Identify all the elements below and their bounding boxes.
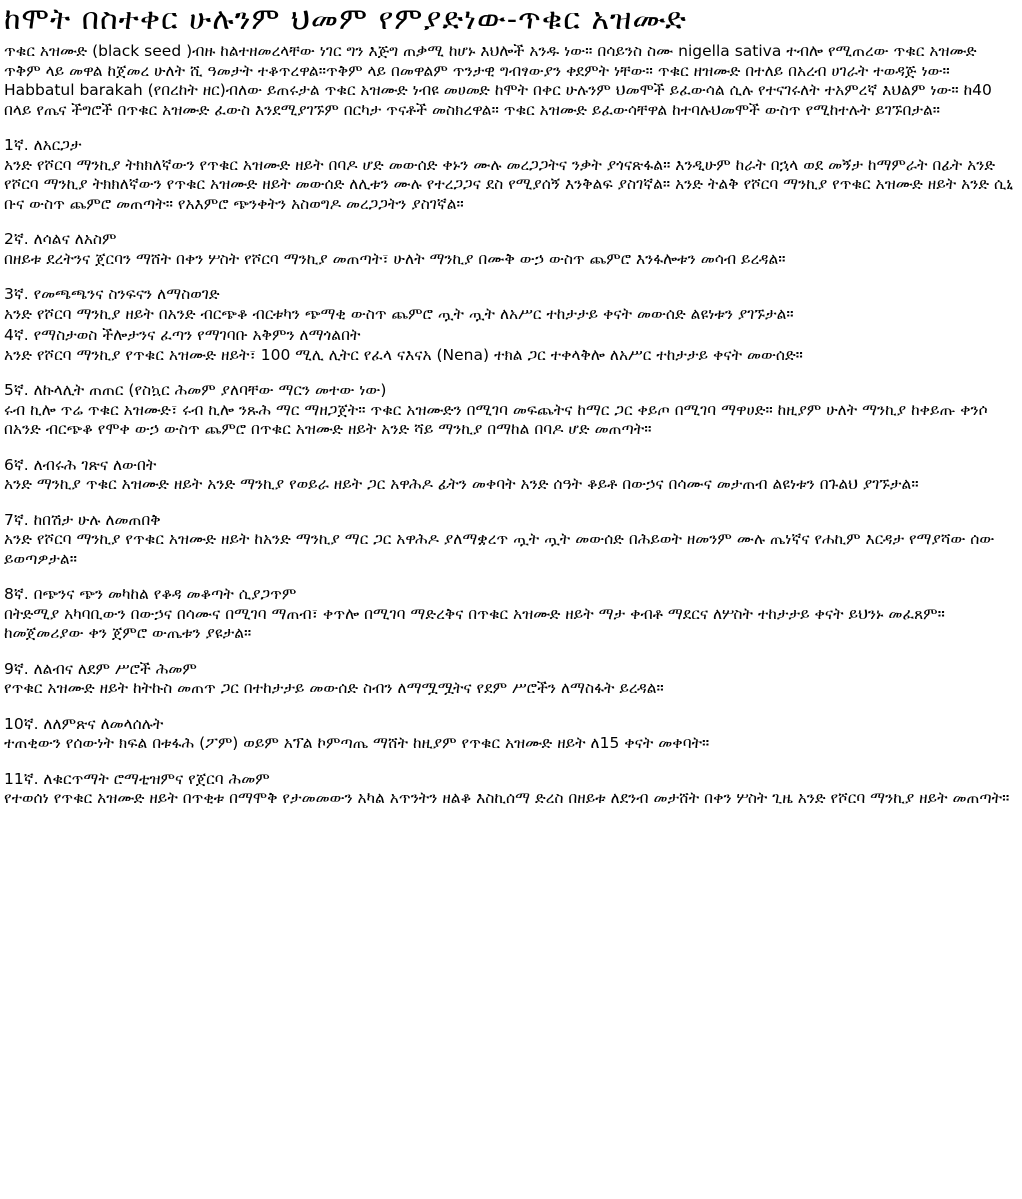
intro-paragraph: ጥቁር አዝሙድ (black seed )ብዙ ከልተዘመረላቸው ነገር ግን እጅግ ጠቃሚ ከሆኑ እህሎች አንዱ ነው። በሳይንስ ስሙ nigella sativa ተብሎ የሚጠረው ጥቁር አዝሙድ ጥቅም ላይ መዋል ከጀመረ ሁለት ሺ ዓመታት ተቆጥረዋል።ጥቅም ላይ በመዋልም ጥንታዊ ግብፃውያን ቀደምት ነቸው። ጥቁር ዘዝሙድ በተለይ በአረብ ሀገራት ተወዳጅ ነው። Habbatul barakah (የበረከት ዘር)ብለው ይጠሩታል ጥቁር አዝሙድ ነብዩ መሀመድ ከሞት በቀር ሁሉንም ህመሞች ይፈውሳል ሲሉ የተናገሩለት ተአምረኛ እህልም ነው። ከ40 በላይ የጤና ችግሮች በጥቁር አዝሙድ ፈውስ እንደሚያገኙም በርካታ ጥናቶች መስክረዋል። ጥቁር አዝሙድ ይፈውሳቸዋል ከተባሉህመሞች ውስጥ የሚከተሉት ይገኙበታል። (4, 42, 992, 119)
section-heading: 9ኛ. ለልብና ለደም ሥሮች ሕመም (4, 659, 197, 678)
section-2 (4, 230, 1014, 269)
section-heading: 5ኛ. ለኩላሊት ጠጠር (የስኳር ሕመም ያለባቸው ማርን መተው ነው) (4, 381, 387, 399)
section-heading: 4ኛ. የማስታወስ ችሎታንና ፈጣን የማገባቡ አቅምን ለማጎልበት (4, 326, 361, 344)
section-body: የተወሰነ የጥቁር አዝሙድ ዘይት በጥቂቱ በማሞቅ የታመመውን አካል አጥንትን ዘልቆ እስኪሰማ ድረስ በዘይቱ ለደንብ መታሸት በቀን ሦስት ጊዜ አንድ የሾርባ ማንኪያ ዘይት መጠጣት። (4, 789, 1010, 807)
section-heading: 11ኛ. ለቁርጥማት ሮማቲዝምና የጀርባ ሕመም (4, 769, 270, 788)
section-body: የጥቁር አዝሙድ ዘይት ከትኩስ መጠጥ ጋር በተከታታይ መውሰድ ስብን ለማሟሟትና የደም ሥሮችን ለማስፋት ይረዳል። (4, 679, 664, 697)
section-9 (4, 660, 1014, 699)
section-body: አንድ የሾርባ ማንኪያ ትክክለኛውን የጥቁር አዝሙድ ዘይት በባዶ ሆድ መውሰድ ቀኑን ሙሉ መረጋጋትና ንቃት ያጎናጽፋል። እንዲሁም ከራት በኋላ ወደ መኝታ ከማምራት በፊት አንድ የሾርባ ማንኪያ ትክክለኛውን የጥቁር አዝሙድ ዘይት መውሰድ ለሊቱን ሙሉ የተረጋጋና ደስ የሚያሰኝ እንቅልፍ ያስገኛል። አንድ ትልቅ የሾርባ ማንኪያ የጥቁር አዝሙድ ዘይት አንድ ሲኒ ቡና ውስጥ ጨምሮ መጠጣት። የአእምሮ ጭንቀትን አስወግዶ መረጋጋትን ያስገኛል። (4, 155, 1014, 213)
section-1 (4, 136, 1014, 214)
section-body: በትድሚያ አካባቢውን በውኃና በሳሙና በሚገባ ማጠብ፣ ቀጥሎ በሚገባ ማድረቅና በጥቁር አዝሙድ ዘይት ማታ ቀብቶ ማደርና ለሦስት ተከታታይ ቀናት ይህንኑ መፈጸም። ከመጀመሪያው ቀን ጀምሮ ውጤቱን ያዩታል። (4, 604, 945, 642)
section-3 (4, 285, 1014, 324)
section-body: አንድ ማንኪያ ጥቁር አዝሙድ ዘይት አንድ ማንኪያ የወይራ ዘይት ጋር አዋሕዶ ፊትን መቀባት አንድ ሰዓት ቆይቶ በውኃና በሳሙና መታጠብ ልዩነቱን በጉልህ ያገኙታል። (4, 475, 919, 493)
section-heading: 3ኛ. የመጫጫንና ስንፍናን ለማስወገድ (4, 285, 220, 303)
section-body: ሩብ ኪሎ ጥሬ ጥቁር አዝሙድ፣ ሩብ ኪሎ ንጹሕ ማር ማዘጋጀት። ጥቁር አዝሙድን በሚገባ መፍጨትና ከማር ጋር ቀይጦ በሚገባ ማዋሀድ። ከዚያም ሁለት ማንኪያ ከቀይጡ ቀንሶ በአንድ ብርጭቆ የሞቀ ውኃ ውስጥ ጨምሮ በጥቁር አዝሙድ ዘይት አንድ ሻይ ማንኪያ በማከል በባዶ ሆድ መጠጣት። (4, 400, 988, 438)
section-6 (4, 456, 1014, 495)
section-heading: 10ኛ. ለለምጽና ለመላሰሉት (4, 714, 164, 733)
section-5 (4, 381, 1014, 440)
section-heading: 2ኛ. ለሳልና ለአስም (4, 230, 117, 248)
section-heading: 7ኛ. ከበሽታ ሁሉ ለመጠበቅ (4, 510, 161, 529)
section-heading: 8ኛ. በጭንና ጭን መካከል የቆዳ መቆጣት ሲያጋጥም (4, 585, 297, 603)
section-8 (4, 585, 1014, 644)
section-body: አንድ የሾርባ ማንኪያ ዘይት በአንድ ብርጭቆ ብርቱካን ጭማቂ ውስጥ ጨምሮ ጧት ጧት ለአሥር ተከታታይ ቀናት መውሰድ ልዩነቱን ያገኙታል። (4, 304, 794, 323)
section-body: አንድ የሾርባ ማንኪያ የጥቁር አዝሙድ ዘይት ከአንድ ማንኪያ ማር ጋር አዋሕዶ ያለማቋረጥ ጧት ጧት መውሰድ በሕይወት ዘመንም ሙሉ ጤነኛና የሐኪም እርዳታ የማያሻው ሰው ይወጣዎታል። (4, 530, 995, 568)
section-4 (4, 326, 1014, 365)
article-title: ከሞት በስተቀር ሁሉንም ህመም የምያድነው-ጥቁር አዝሙድ (4, 2, 687, 37)
section-body: ተጠቂውን የሰውነት ክፍል በቱፋሕ (ፖም) ወይም አፕል ኮምጣጤ ማሸት ከዚያም የጥቁር አዝሙድ ዘይት ለ15 ቀናት መቀባት። (4, 734, 710, 752)
section-body: በዘይቱ ደረትንና ጀርባን ማሸት በቀን ሦስት የሾርባ ማንኪያ መጠጣት፣ ሁለት ማንኪያ በሙቅ ውኃ ውስጥ ጨምሮ እንፋሎቱን መሳብ ይረዳል። (4, 249, 786, 268)
section-11 (4, 770, 1014, 809)
section-heading: 1ኛ. ለአርጋታ (4, 136, 82, 154)
section-7 (4, 511, 1014, 570)
section-10 (4, 715, 1014, 754)
article (0, 2, 1022, 809)
section-body: አንድ የሾርባ ማንኪያ የጥቁር አዝሙድ ዘይት፣ 100 ሚሊ ሊትር የፈላ ናእናአ (Nena) ተክል ጋር ተቀላቅሎ ለአሥር ተከታታይ ቀናት መውሰድ። (4, 345, 803, 364)
section-heading: 6ኛ. ለብሩሕ ገጽና ለውበት (4, 455, 157, 474)
